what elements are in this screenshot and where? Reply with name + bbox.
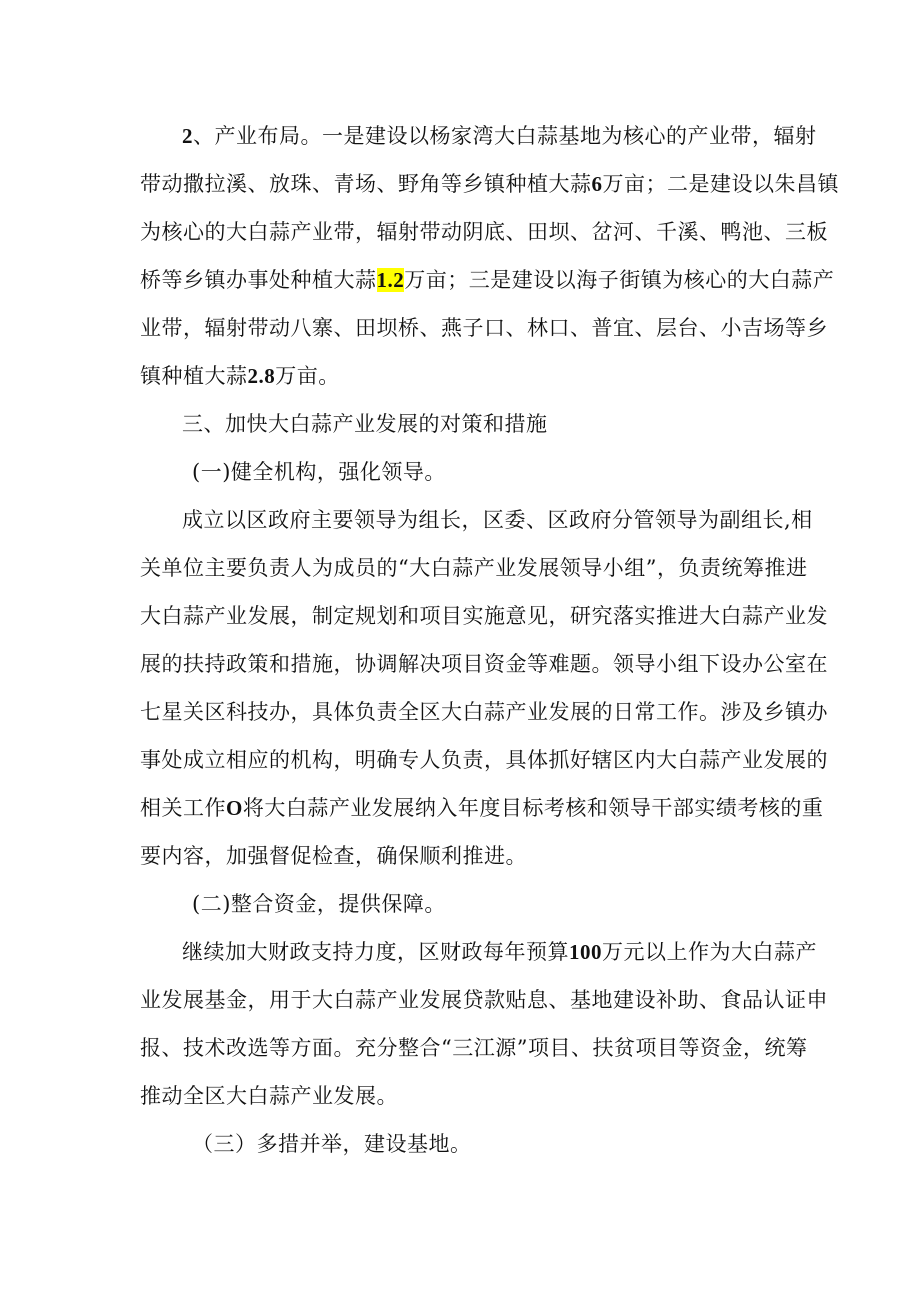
text-line — [140, 832, 785, 880]
text-line — [140, 640, 828, 688]
text-line — [140, 544, 808, 592]
highlighted-number: 1.2 — [376, 268, 405, 292]
text-line — [140, 304, 828, 352]
text-segment: 桥等乡镇办事处种植大蒜 — [140, 268, 377, 292]
text-line — [140, 880, 785, 928]
text-line — [140, 160, 839, 208]
text-segment: （三）多措并举，建设基地。 — [192, 1132, 472, 1156]
text-segment: 成立以区政府主要领导为组长，区委、区政府分管领导为副组长,相 — [182, 508, 813, 532]
bold-number: 2.8 — [247, 364, 276, 388]
text-segment: 、产业布局。一是建设以杨家湾大白蒜基地为核心的产业带，辐射 — [193, 124, 817, 148]
text-line — [140, 256, 835, 304]
text-line — [140, 736, 828, 784]
text-line — [140, 400, 785, 448]
text-segment: 关单位主要负责人为成员的“大白蒜产业发展领导小组”，负责统筹推进 — [140, 556, 808, 580]
text-line — [140, 496, 813, 544]
text-segment: 继续加大财政支持力度，区财政每年预算 — [182, 940, 569, 964]
text-line — [140, 928, 817, 976]
text-line — [140, 688, 828, 736]
text-segment: 万亩；三是建设以海子街镇为核心的大白蒜产 — [404, 268, 835, 292]
text-segment: 万亩；二是建设以朱昌镇 — [602, 172, 839, 196]
text-segment: 镇种植大蒜 — [140, 364, 248, 388]
text-line — [140, 352, 785, 400]
bold-number: 2 — [182, 124, 193, 148]
text-segment: (二)整合资金，提供保障。 — [192, 892, 446, 916]
bold-number: 6 — [591, 172, 603, 196]
text-line — [140, 448, 785, 496]
text-segment: 带动撒拉溪、放珠、青场、野角等乡镇种植大蒜 — [140, 172, 592, 196]
text-segment: 事处成立相应的机构，明确专人负责，具体抓好辖区内大白蒜产业发展的 — [140, 748, 828, 772]
text-segment: 报、技术改选等方面。充分整合“三江源”项目、扶贫项目等资金，统筹 — [140, 1036, 808, 1060]
text-line — [140, 784, 824, 832]
text-segment: 将大白蒜产业发展纳入年度目标考核和领导干部实绩考核的重 — [242, 796, 824, 820]
text-line — [140, 1120, 785, 1168]
text-segment: 推动全区大白蒜产业发展。 — [140, 1084, 398, 1108]
text-line — [140, 1024, 808, 1072]
text-segment: 万亩。 — [275, 364, 340, 388]
text-line — [140, 976, 828, 1024]
text-segment: 三、加快大白蒜产业发展的对策和措施 — [182, 412, 548, 436]
text-line — [140, 1072, 785, 1120]
bold-number: 100 — [569, 940, 602, 964]
text-segment: 业发展基金，用于大白蒜产业发展贷款贴息、基地建设补助、食品认证申 — [140, 988, 828, 1012]
bold-number: O — [226, 796, 243, 820]
text-segment: 为核心的大白蒜产业带，辐射带动阴底、田坝、岔河、千溪、鸭池、三板 — [140, 220, 828, 244]
text-segment: (一)健全机构，强化领导。 — [192, 460, 446, 484]
text-line — [140, 592, 828, 640]
text-line — [140, 112, 817, 160]
text-line — [140, 208, 828, 256]
text-segment: 展的扶持政策和措施，协调解决项目资金等难题。领导小组下设办公室在 — [140, 652, 828, 676]
document-body — [140, 112, 839, 1168]
text-segment: 七星关区科技办，具体负责全区大白蒜产业发展的日常工作。涉及乡镇办 — [140, 700, 828, 724]
text-segment: 万元以上作为大白蒜产 — [602, 940, 817, 964]
text-segment: 业带，辐射带动八寨、田坝桥、燕子口、林口、普宜、层台、小吉场等乡 — [140, 316, 828, 340]
text-segment: 要内容，加强督促检查，确保顺利推进。 — [140, 844, 527, 868]
text-segment: 大白蒜产业发展，制定规划和项目实施意见，研究落实推进大白蒜产业发 — [140, 604, 828, 628]
text-segment: 相关工作 — [140, 796, 226, 820]
